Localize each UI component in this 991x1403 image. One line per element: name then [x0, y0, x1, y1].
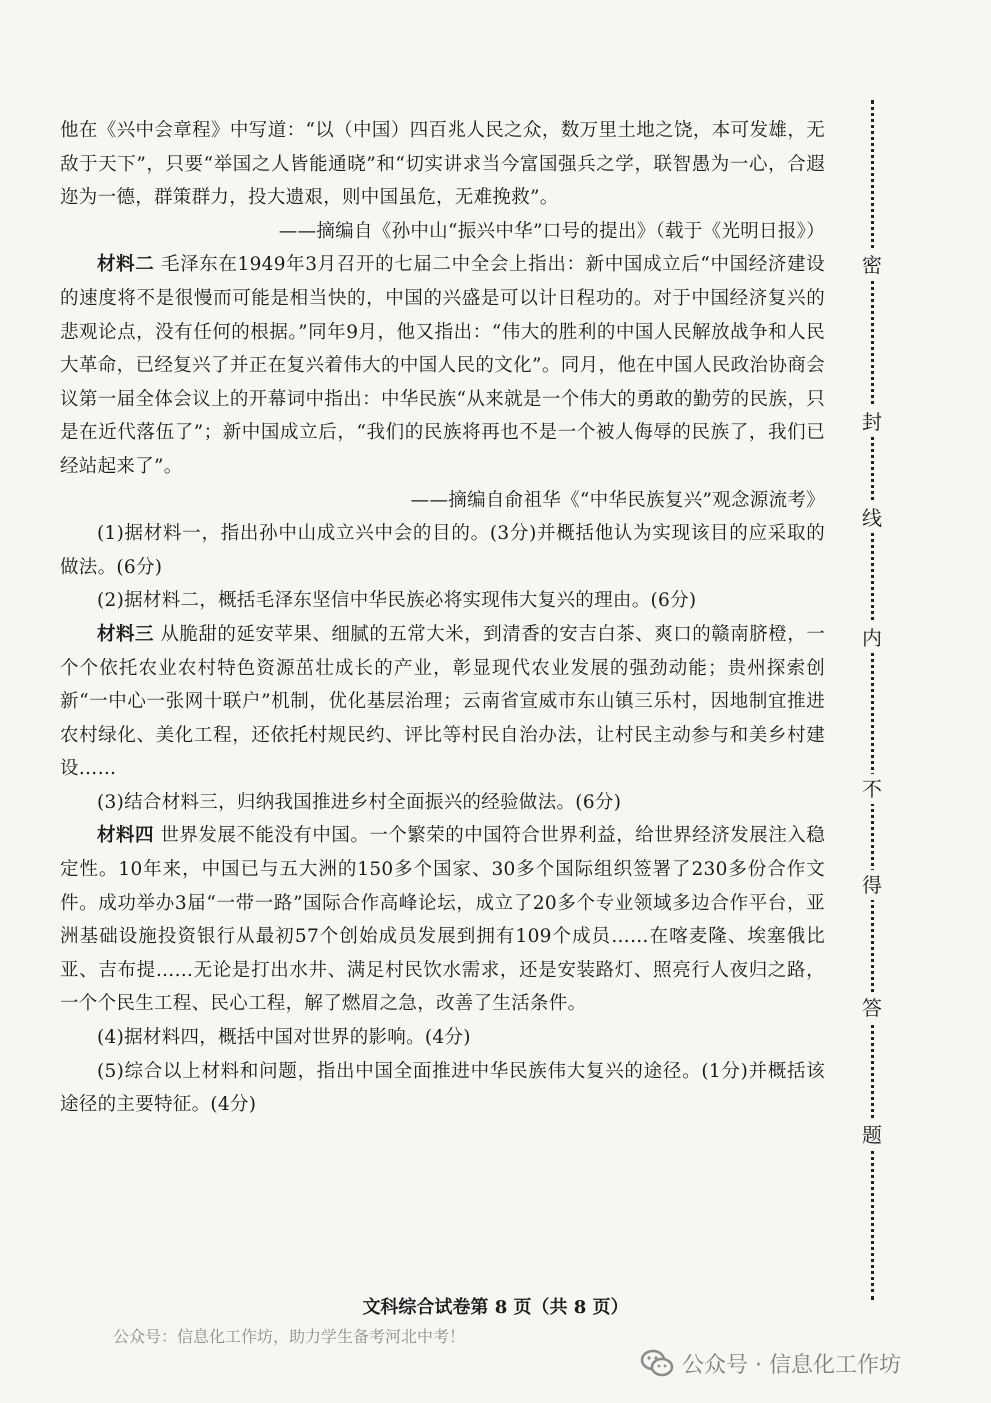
material1-source: ——摘编自《孙中山“振兴中华”口号的提出》（载于《光明日报》）	[278, 220, 825, 242]
watermark-label: 公众号 · 信息化工作坊	[682, 1352, 901, 1378]
material4-text: 世界发展不能没有中国。一个繁荣的中国符合世界利益，给世界经济发展注入稳定性。10年来，中国已与五大洲的150多个国家、30多个国际组织签署了230多份合作文件。成功举办3届“一带一路”国际合作高峰论坛，成立了20多个专业领域多边合作平台，亚洲基础设施投资银行从最初57个创始成员发展到拥有109个成员……在喀麦隆、埃塞俄比亚、吉布提……无论是打出水井、满足村民饮水需求，还是安装路灯、照亮行人夜归之路，一个个民生工程、民心工程，解了燃眉之急，改善了生活条件。	[60, 825, 825, 1015]
seal-char-2: 封	[857, 407, 887, 437]
seal-char-3: 线	[857, 503, 887, 533]
seal-line	[857, 100, 887, 1300]
question-4: (4)据材料四，概括中国对世界的影响。(4分)	[97, 1027, 471, 1049]
material4	[60, 819, 825, 1021]
material4-label: 材料四	[97, 825, 154, 847]
page-footer-title: 文科综合试卷第 8 页（共 8 页）	[362, 1297, 629, 1318]
question-content	[60, 114, 825, 1122]
seal-char-5: 不	[857, 774, 887, 804]
question-1: (1)据材料一，指出孙中山成立兴中会的目的。(3分)并概括他认为实现该目的应采取的做法。(6分)	[60, 523, 825, 578]
seal-char-7: 答	[857, 993, 887, 1023]
material1-continuation: 他在《兴中会章程》中写道：“以（中国）四百兆人民之众，数万里土地之饶，本可发雄，无敌于天下”，只要“举国之人皆能通晓”和“切实讲求当今富国强兵之学，联智愚为一心，合遐迩为一德，群策群力，投大遗艰，则中国虽危，无难挽救”。	[60, 120, 825, 209]
material2-source: ——摘编自俞祖华《“中华民族复兴”观念源流考》	[410, 489, 825, 511]
material3	[60, 618, 825, 786]
footer-note: 公众号：信息化工作坊，助力学生备考河北中考！	[113, 1327, 466, 1346]
seal-char-1: 密	[857, 250, 887, 280]
material3-label: 材料三	[97, 623, 154, 645]
question-5: (5)综合以上材料和问题，指出中国全面推进中华民族伟大复兴的途径。(1分)并概括该途径的主要特征。(4分)	[60, 1060, 825, 1116]
material2-text: 毛泽东在1949年3月召开的七届二中全会上指出：新中国成立后“中国经济建设的速度将不是很慢而可能是相当快的，中国的兴盛是可以计日程功的。对于中国经济复兴的悲观论点，没有任何的根据。”同年9月，他又指出：“伟大的胜利的中国人民解放战争和人民大革命，已经复兴了并正在复兴着伟大的中国人民的文化”。同月，他在中国人民政治协商会议第一届全体会议上的开幕词中指出：中华民族“从来就是一个伟大的勇敢的勤劳的民族，只是在近代落伍了”；新中国成立后，“我们的民族将再也不是一个被人侮辱的民族了，我们已经站起来了”。	[60, 254, 825, 477]
seal-char-8: 题	[857, 1120, 887, 1150]
material3-text: 从脆甜的延安苹果、细腻的五常大米，到清香的安吉白茶、爽口的赣南脐橙，一个个依托农业农村特色资源茁壮成长的产业，彰显现代农业发展的强劲动能；贵州探索创新“一中心一张网十联户”机制，优化基层治理；云南省宣威市东山镇三乐村，因地制宜推进农村绿化、美化工程，还依托村规民约、评比等村民自治办法，让村民主动参与和美乡村建设……	[60, 623, 825, 780]
question-3: (3)结合材料三，归纳我国推进乡村全面振兴的经验做法。(6分)	[97, 791, 622, 813]
material2	[60, 248, 825, 483]
seal-char-6: 得	[857, 870, 887, 900]
question-2: (2)据材料二，概括毛泽东坚信中华民族必将实现伟大复兴的理由。(6分)	[97, 590, 697, 612]
seal-char-4: 内	[857, 623, 887, 653]
material2-label: 材料二	[97, 254, 155, 276]
watermark-bar	[640, 1342, 901, 1384]
wechat-icon	[640, 1346, 674, 1380]
